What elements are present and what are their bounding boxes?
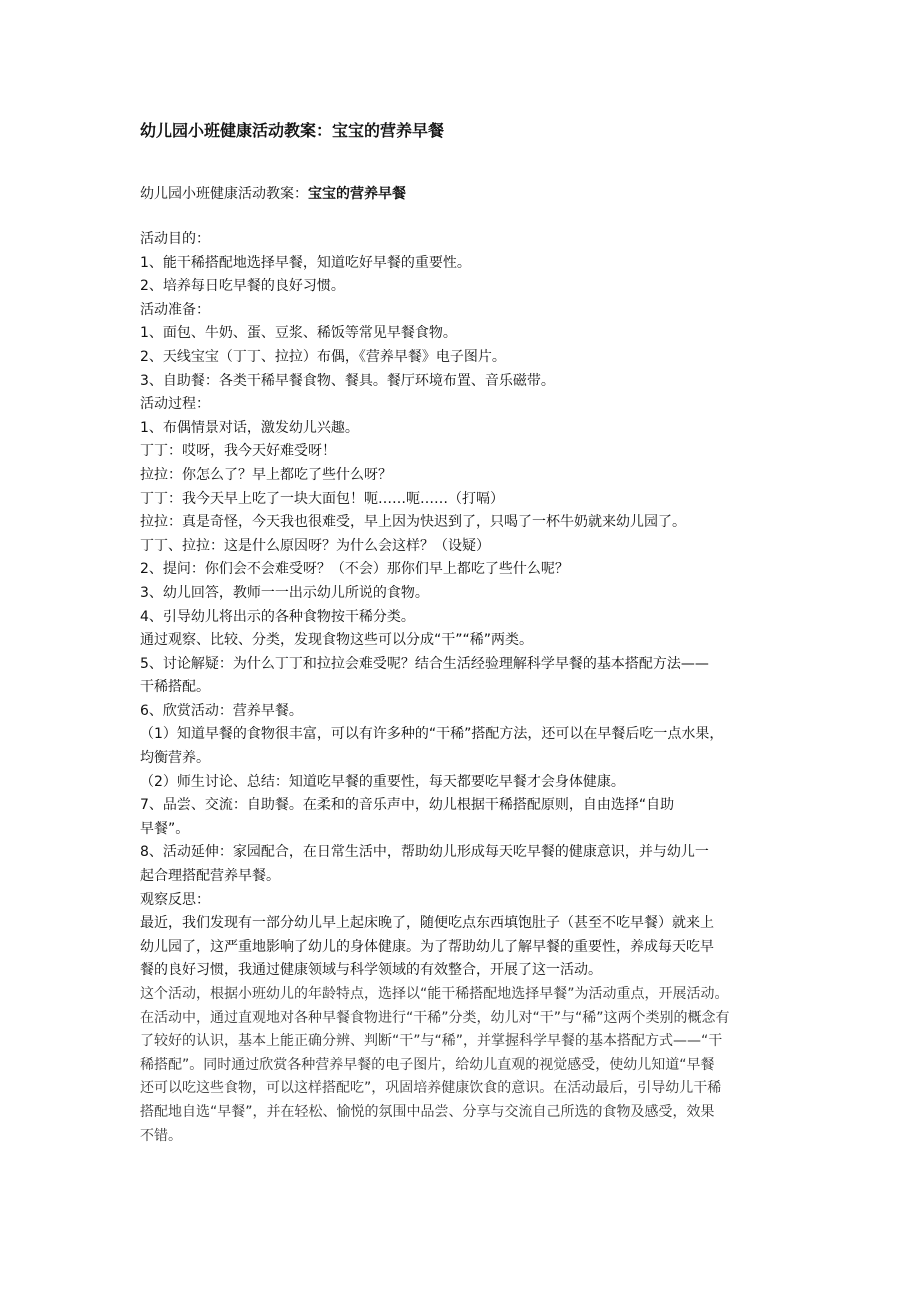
- reflection-line: 了较好的认识，基本上能正确分辨、判断“干”与“稀”，并掌握科学早餐的基本搭配方式——“干: [140, 1033, 723, 1050]
- dialogue-line: 丁丁、拉拉：这是什么原因呀？为什么会这样？（设疑）: [140, 537, 490, 554]
- reflection-line: 在活动中，通过直观地对各种早餐食物进行“干稀”分类，幼儿对“干”与“稀”这两个类别的概念有: [140, 1009, 730, 1026]
- process-step-continued: 干稀搭配。: [140, 679, 210, 696]
- process-step: 6、欣赏活动：营养早餐。: [140, 702, 303, 719]
- process-substep-continued: 均衡营养。: [140, 750, 210, 767]
- process-step: 1、布偶情景对话，激发幼儿兴趣。: [140, 419, 359, 436]
- preparation-item: 2、天线宝宝（丁丁、拉拉）布偶，《营养早餐》电子图片。: [140, 348, 506, 365]
- section-heading-goals: 活动目的：: [140, 231, 210, 247]
- section-heading-preparation: 活动准备：: [140, 301, 210, 318]
- process-step: 2、提问：你们会不会难受呀？（不会）那你们早上都吃了些什么呢？: [140, 561, 569, 578]
- document-page: [140, 120, 780, 1148]
- subtitle-prefix: 幼儿园小班健康活动教案：: [140, 186, 308, 202]
- reflection-line: 幼儿园了，这严重地影响了幼儿的身体健康。为了帮助幼儿了解早餐的重要性，养成每天吃早: [140, 938, 714, 955]
- section-heading-reflection: 观察反思：: [140, 891, 210, 908]
- document-title: 幼儿园小班健康活动教案：宝宝的营养早餐: [140, 121, 445, 140]
- process-step: 3、幼儿回答，教师一一出示幼儿所说的食物。: [140, 584, 429, 601]
- section-heading-process: 活动过程：: [140, 396, 210, 413]
- reflection-line: 餐的良好习惯，我通过健康领域与科学领域的有效整合，开展了这一活动。: [140, 962, 602, 979]
- process-step-continued: 早餐”。: [140, 820, 190, 837]
- document-subtitle: [140, 184, 780, 206]
- process-step: 8、活动延伸：家园配合，在日常生活中，帮助幼儿形成每天吃早餐的健康意识，并与幼儿一: [140, 844, 709, 861]
- reflection-line: 搭配地自选“早餐”，并在轻松、愉悦的氛围中品尝、分享与交流自己所选的食物及感受，效果: [140, 1103, 715, 1120]
- dialogue-line: 拉拉：真是奇怪，今天我也很难受，早上因为快迟到了，只喝了一杯牛奶就来幼儿园了。: [140, 514, 686, 531]
- document-body: [140, 228, 780, 1148]
- dialogue-line: 丁丁：哎呀，我今天好难受呀！: [140, 443, 336, 460]
- process-step-continued: 起合理搭配营养早餐。: [140, 868, 280, 885]
- reflection-line: 最近，我们发现有一部分幼儿早上起床晚了，随便吃点东西填饱肚子（甚至不吃早餐）就来上: [140, 915, 714, 932]
- process-step: 5、讨论解疑：为什么丁丁和拉拉会难受呢？结合生活经验理解科学早餐的基本搭配方法——: [140, 655, 709, 672]
- process-substep: （1）知道早餐的食物很丰富，可以有许多种的“干稀”搭配方法，还可以在早餐后吃一点水果，: [140, 726, 724, 743]
- process-step: 7、品尝、交流：自助餐。在柔和的音乐声中，幼儿根据干稀搭配原则，自由选择“自助: [140, 797, 675, 814]
- preparation-item: 1、面包、牛奶、蛋、豆浆、稀饭等常见早餐食物。: [140, 325, 457, 342]
- reflection-line: 稀搭配”。同时通过欣赏各种营养早餐的电子图片，给幼儿直观的视觉感受，使幼儿知道“早餐: [140, 1056, 715, 1073]
- preparation-item: 3、自助餐：各类干稀早餐食物、餐具。餐厅环境布置、音乐磁带。: [140, 372, 555, 389]
- process-substep: （2）师生讨论、总结：知道吃早餐的重要性，每天都要吃早餐才会身体健康。: [140, 773, 625, 790]
- reflection-line: 还可以吃这些食物，可以这样搭配吃”，巩固培养健康饮食的意识。在活动最后，引导幼儿干稀: [140, 1080, 722, 1097]
- goal-item: 1、能干稀搭配地选择早餐，知道吃好早餐的重要性。: [140, 254, 471, 271]
- process-step: 4、引导幼儿将出示的各种食物按干稀分类。: [140, 608, 415, 625]
- subtitle-bold: 宝宝的营养早餐: [308, 186, 406, 202]
- process-note: 通过观察、比较、分类，发现食物这些可以分成“干”“稀”两类。: [140, 632, 534, 649]
- goal-item: 2、培养每日吃早餐的良好习惯。: [140, 278, 345, 295]
- dialogue-line: 丁丁：我今天早上吃了一块大面包！呃……呃……（打嗝）: [140, 490, 504, 507]
- dialogue-line: 拉拉：你怎么了？早上都吃了些什么呀？: [140, 466, 392, 483]
- reflection-line: 这个活动，根据小班幼儿的年龄特点，选择以“能干稀搭配地选择早餐”为活动重点，开展活动。: [140, 986, 729, 1002]
- reflection-line: 不错。: [140, 1127, 182, 1144]
